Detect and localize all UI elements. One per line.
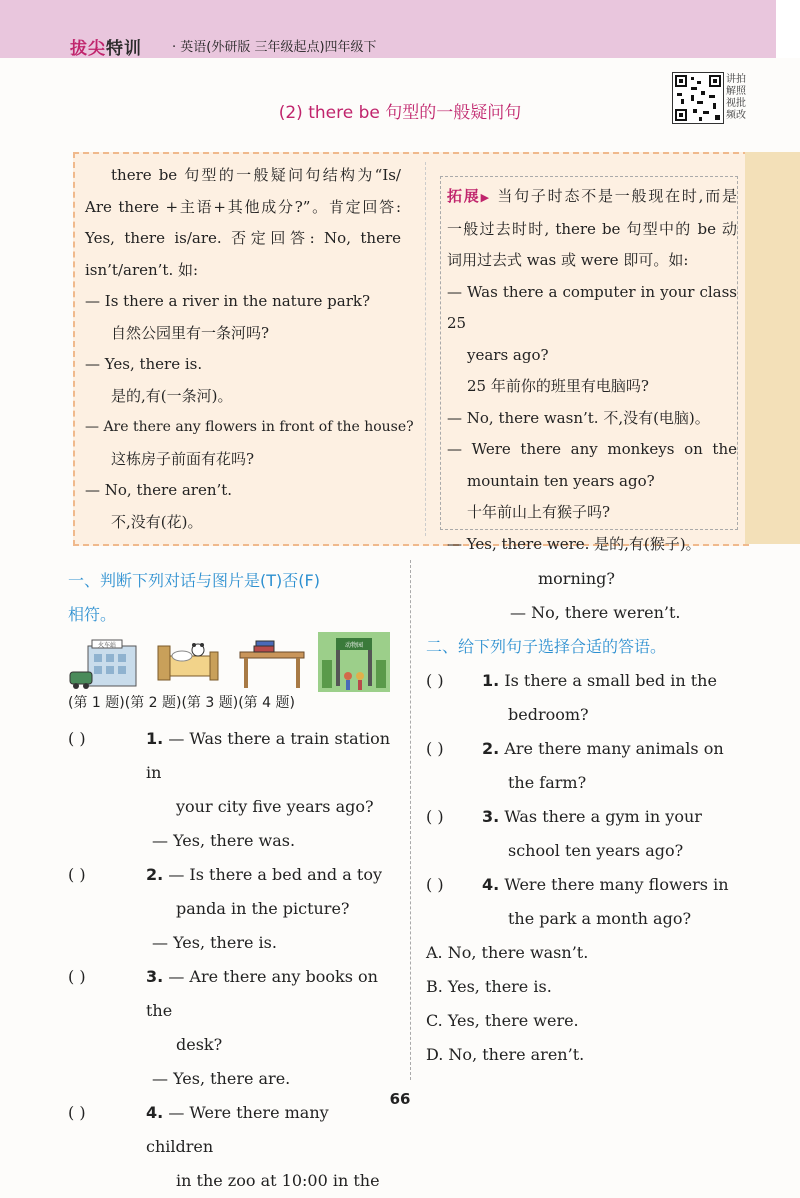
answer-blank[interactable]: ( )	[68, 1103, 86, 1122]
question-row	[68, 722, 398, 790]
explain-line: isn’t/aren’t. 如:	[85, 260, 199, 279]
answer-option: B. Yes, there is.	[426, 977, 552, 996]
question-text: Was there a gym in your	[504, 807, 702, 826]
question-number: 2.	[146, 865, 164, 884]
question-number: 3.	[146, 967, 164, 986]
extension-panel	[440, 176, 738, 553]
exercise-1-pictures	[68, 632, 398, 694]
extension-line: — No, there wasn’t. 不,没有(电脑)。	[447, 408, 710, 427]
extension-line: 十年前山上有猴子吗?	[467, 503, 611, 521]
example-answer: — Yes, there is.	[85, 355, 203, 373]
qr-label: 讲拍 解照 视批 频改	[726, 74, 746, 121]
answer-text: — Yes, there are.	[152, 1069, 291, 1088]
exercise-1	[68, 564, 398, 632]
bed-and-panda-picture	[152, 632, 224, 692]
example-answer: — No, there aren’t.	[85, 481, 233, 499]
extension-text: 当句子时态不是一般现在时,而是	[497, 187, 737, 205]
arrow-icon: ▶	[480, 191, 491, 204]
answer-text: — No, there weren’t.	[510, 603, 681, 622]
brand-part-a: 拔尖	[70, 39, 106, 59]
exercise-1-items	[68, 722, 398, 1198]
train-station-picture	[68, 632, 140, 692]
answer-option: D. No, there aren’t.	[426, 1045, 585, 1064]
question-row	[68, 960, 398, 1028]
extension-line: 一般过去时时, there be 句型中的 be 动	[447, 219, 737, 238]
question-text: — Were there many children	[146, 1103, 329, 1156]
example-question: — Are there any flowers in front of the house?	[85, 419, 414, 435]
qr-code-icon[interactable]	[672, 72, 724, 124]
question-text: — Is there a bed and a toy	[168, 865, 382, 884]
extension-line: — Were there any monkeys on the	[447, 440, 737, 458]
example-translation: 这栋房子前面有花吗?	[111, 449, 255, 468]
question-text-cont: the farm?	[508, 773, 587, 792]
extension-line	[447, 181, 737, 214]
question-text-cont: school ten years ago?	[508, 841, 684, 860]
question-number: 3.	[482, 807, 500, 826]
example-translation: 自然公园里有一条河吗?	[111, 323, 270, 342]
explain-line: there be 句型的一般疑问句结构为“Is/	[111, 166, 401, 184]
question-row	[426, 732, 756, 766]
question-text: — Was there a train station in	[146, 729, 391, 782]
extension-line: — Yes, there were. 是的,有(猴子)。	[447, 534, 701, 553]
column-divider	[410, 560, 412, 1080]
answer-option: A. No, there wasn’t.	[426, 943, 589, 962]
question-number: 4.	[146, 1103, 164, 1122]
answer-option: C. Yes, there were.	[426, 1011, 579, 1030]
caption-4: (第 4 题)	[238, 695, 295, 711]
brand-part-b: 特训	[106, 39, 142, 59]
extension-line: mountain ten years ago?	[467, 471, 655, 490]
exercise-1-title: 一、判断下列对话与图片是(T)否(F)	[68, 571, 320, 590]
question-text: Are there many animals on	[504, 739, 724, 758]
question-text-cont: your city five years ago?	[176, 797, 374, 816]
question-row	[426, 800, 756, 834]
question-number: 2.	[482, 739, 500, 758]
exercise-1-title-cont: 相符。	[68, 605, 117, 624]
picture-captions	[68, 692, 398, 712]
example-translation: 不,没有(花)。	[111, 512, 203, 531]
extension-line: years ago?	[467, 345, 549, 364]
extension-line: 词用过去式 was 或 were 即可。如:	[447, 251, 689, 269]
page-number: 66	[389, 1090, 411, 1108]
extension-line: — Was there a computer in your class 25	[447, 282, 737, 332]
answer-blank[interactable]: ( )	[426, 807, 444, 826]
question-text: — Are there any books on the	[146, 967, 378, 1020]
answer-text: — Yes, there is.	[152, 933, 277, 952]
section-title: (2) there be 句型的一般疑问句	[278, 103, 522, 123]
answer-blank[interactable]: ( )	[426, 671, 444, 690]
caption-2: (第 2 题)	[124, 695, 182, 711]
answer-blank[interactable]: ( )	[68, 967, 86, 986]
question-number: 1.	[482, 671, 500, 690]
zoo-picture	[318, 632, 390, 692]
explain-line: Yes, there is/are. 否定回答: No, there	[85, 229, 401, 247]
question-text-cont: morning?	[538, 569, 615, 588]
answer-blank[interactable]: ( )	[426, 875, 444, 894]
explanation-left	[85, 160, 414, 538]
desk-and-books-picture	[236, 632, 308, 692]
header-margin	[776, 0, 800, 58]
example-question: — Is there a river in the nature park?	[85, 292, 371, 310]
answer-text: — Yes, there was.	[152, 831, 296, 850]
question-number: 4.	[482, 875, 500, 894]
question-text-cont: bedroom?	[508, 705, 589, 724]
brand-logo	[70, 34, 142, 59]
question-text-cont: desk?	[176, 1035, 223, 1054]
extension-tag: 拓展	[447, 187, 481, 205]
question-text-cont: the park a month ago?	[508, 909, 692, 928]
explain-line: Are there +主语+其他成分?”。肯定回答:	[85, 197, 401, 216]
side-band	[745, 152, 800, 544]
exercise-right-column	[426, 562, 756, 1072]
station-sign: 火车站	[97, 642, 117, 649]
question-text-cont: panda in the picture?	[176, 899, 350, 918]
question-text: Were there many flowers in	[504, 875, 729, 894]
zoo-sign: 动物园	[344, 642, 364, 649]
exercise-2-title: 二、给下列句子选择合适的答语。	[426, 637, 667, 656]
answer-blank[interactable]: ( )	[68, 865, 86, 884]
extension-line: 25 年前你的班里有电脑吗?	[467, 377, 649, 395]
question-row	[426, 664, 756, 698]
example-translation: 是的,有(一条河)。	[111, 386, 233, 405]
box-divider	[425, 162, 427, 536]
question-number: 1.	[146, 729, 164, 748]
book-subject: · 英语(外研版 三年级起点)四年级下	[172, 40, 377, 55]
question-text-cont: in the zoo at 10:00 in the	[176, 1171, 380, 1190]
question-row	[426, 868, 756, 902]
caption-3: (第 3 题)	[181, 695, 239, 711]
answer-blank[interactable]: ( )	[68, 729, 86, 748]
question-text: Is there a small bed in the	[504, 671, 717, 690]
caption-1: (第 1 题)	[68, 695, 125, 711]
answer-blank[interactable]: ( )	[426, 739, 444, 758]
question-row	[68, 858, 398, 892]
